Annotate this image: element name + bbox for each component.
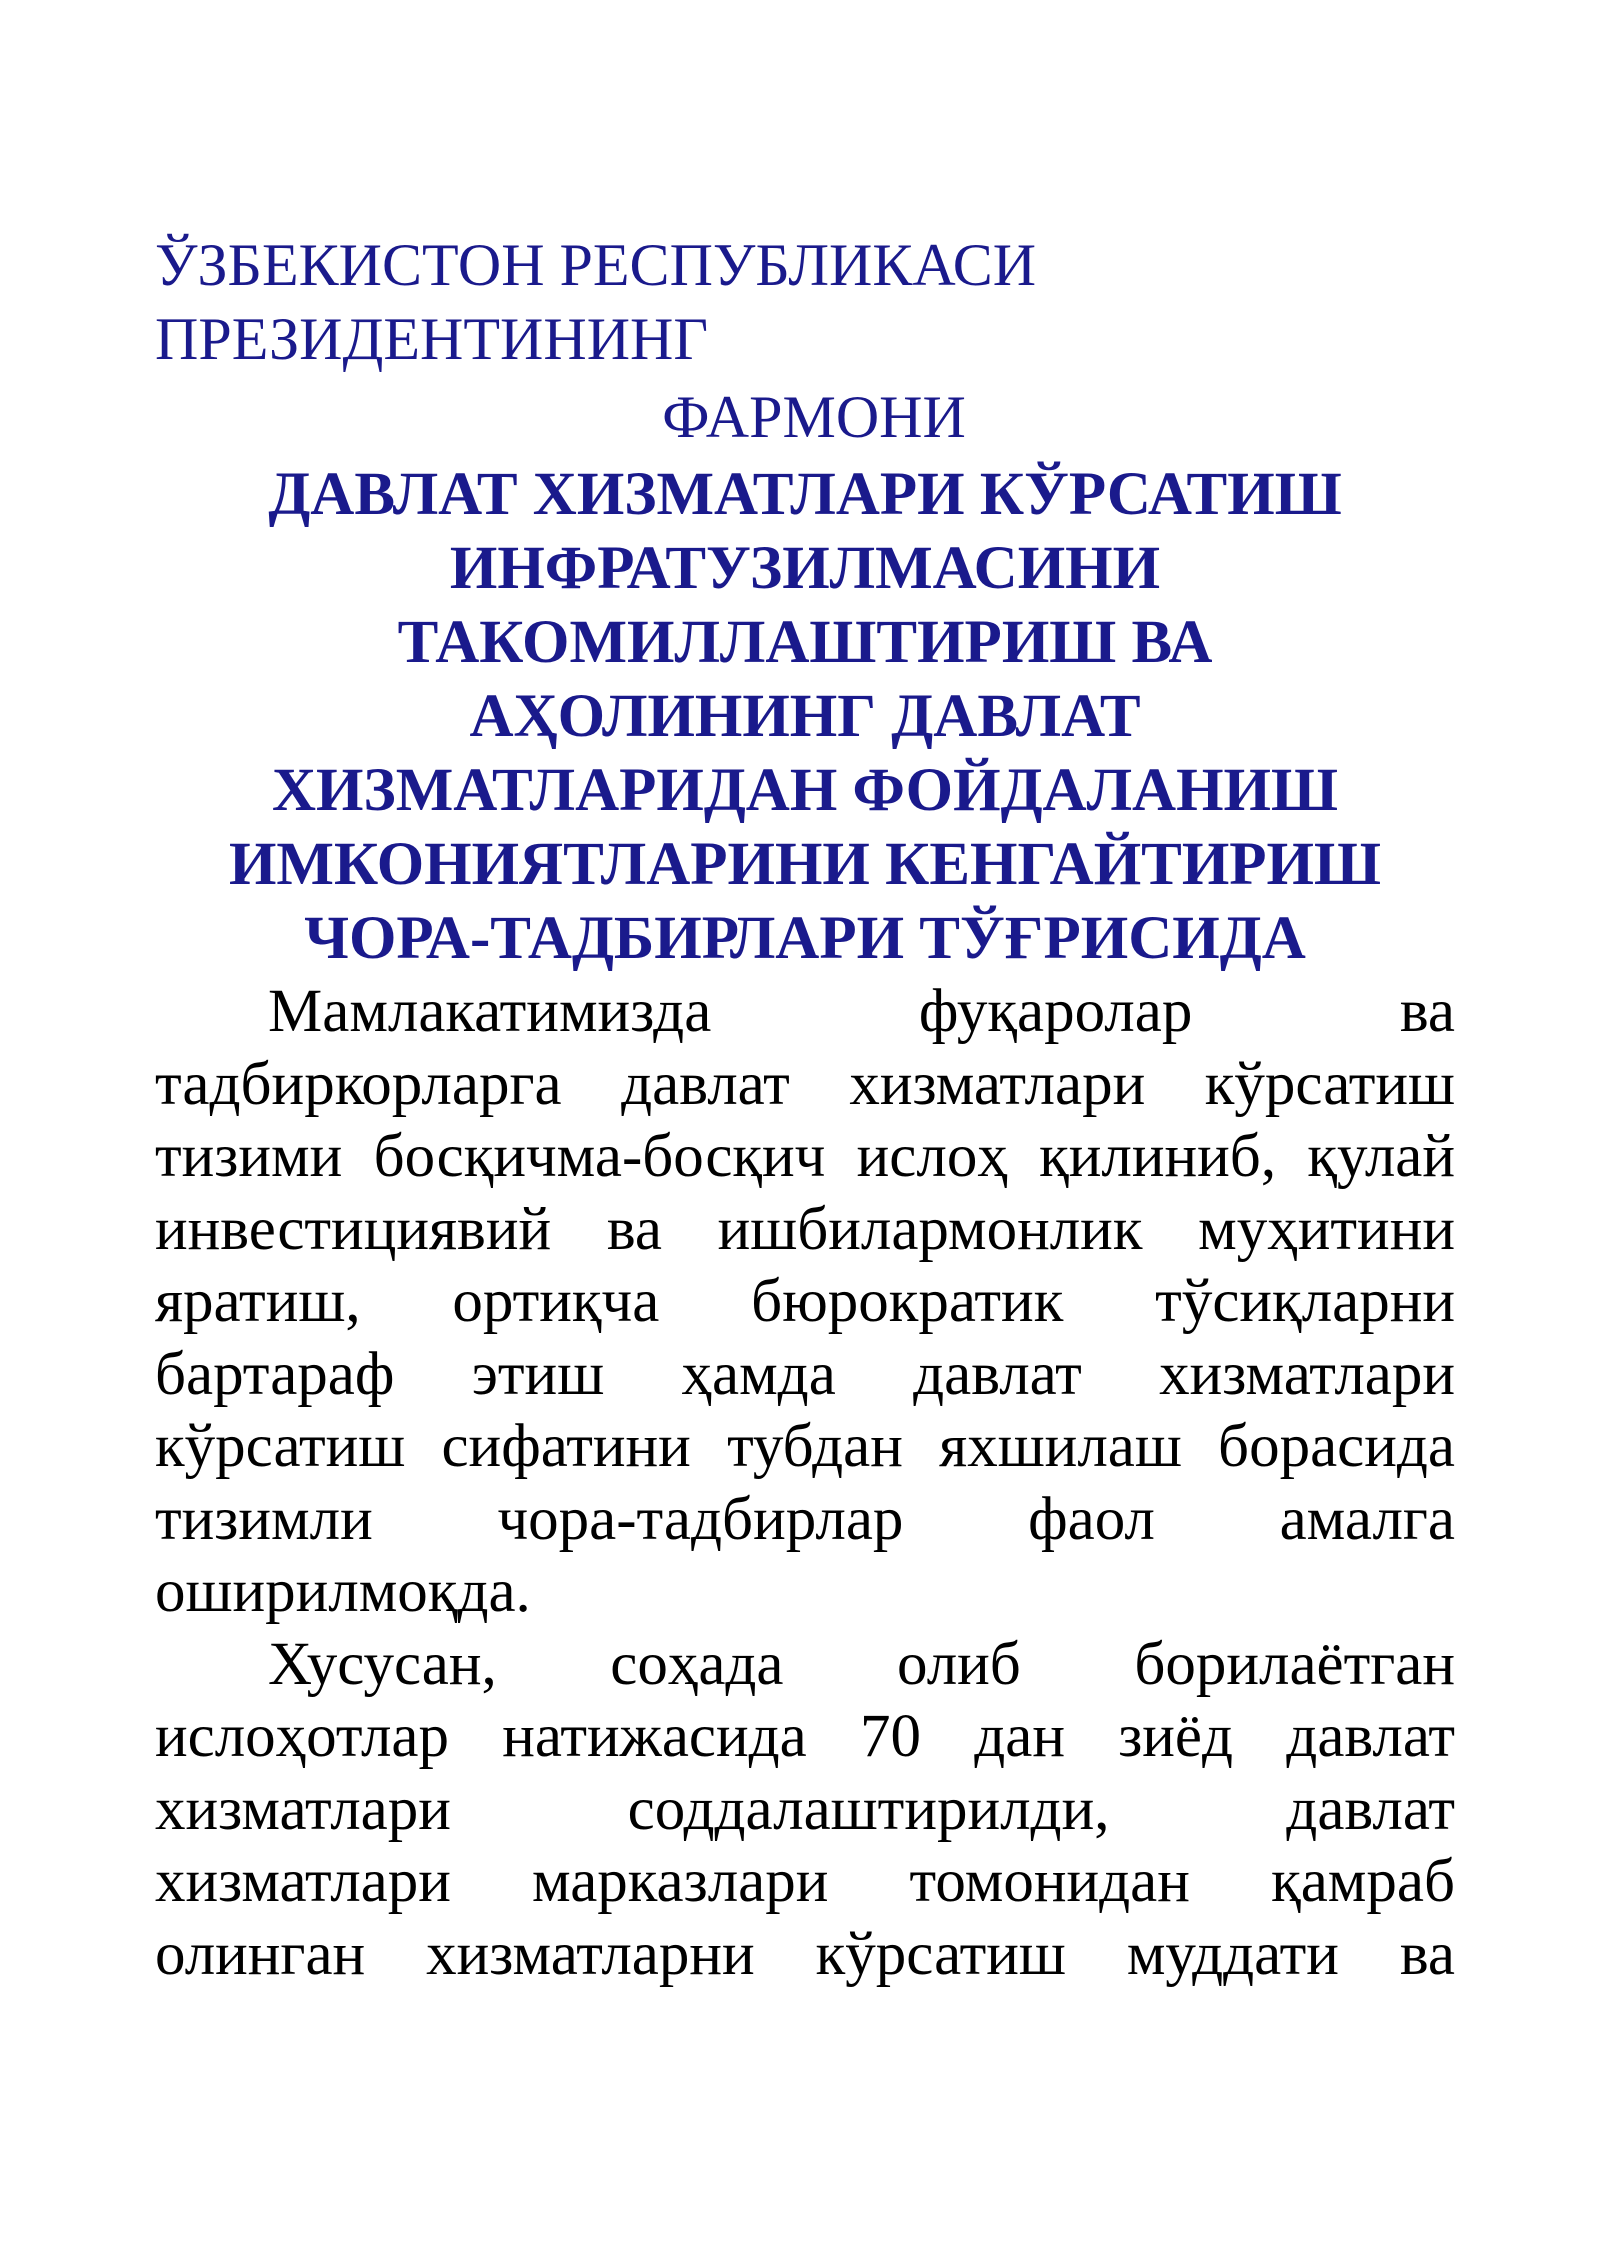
title-line: ИМКОНИЯТЛАРИНИ КЕНГАЙТИРИШ <box>228 831 1381 898</box>
body-paragraph-2 <box>155 1629 1455 1992</box>
paragraph-line: тадбиркорларга давлат хизматлари кўрсатиш <box>155 1050 1455 1118</box>
paragraph-line: олинган хизматларни кўрсатиш муддати ва <box>155 1920 1455 1988</box>
title-line: ТАКОМИЛЛАШТИРИШ ВА <box>397 609 1213 676</box>
title-line: ДАВЛАТ ХИЗМАТЛАРИ КЎРСАТИШ <box>268 461 1342 528</box>
paragraph-line: Мамлакатимизда фуқаролар ва <box>268 978 1455 1045</box>
paragraph-line: бартараф этиш ҳамда давлат хизматлари <box>155 1340 1455 1408</box>
paragraph-line: оширилмоқда. <box>155 1558 531 1625</box>
title-line: ХИЗМАТЛАРИДАН ФОЙДАЛАНИШ <box>272 757 1338 824</box>
header-decree-word: ФАРМОНИ <box>662 384 966 450</box>
document-page <box>155 228 1455 1991</box>
paragraph-line: тизимли чора-тадбирлар фаол амалга <box>155 1485 1455 1553</box>
header-line-1: ЎЗБЕКИСТОН РЕСПУБЛИКАСИ <box>155 232 1037 298</box>
title-line: ЧОРА-ТАДБИРЛАРИ ТЎҒРИСИДА <box>304 905 1306 972</box>
paragraph-line: хизматлари марказлари томонидан қамраб <box>155 1848 1455 1915</box>
paragraph-line: ислоҳотлар натижасида 70 дан зиёд давлат <box>155 1703 1455 1770</box>
paragraph-line: Хусусан, соҳада олиб борилаётган <box>268 1630 1455 1698</box>
title-line: ИНФРАТУЗИЛМАСИНИ <box>449 535 1161 602</box>
paragraph-line: кўрсатиш сифатини тубдан яхшилаш борасида <box>155 1413 1455 1480</box>
paragraph-line: инвестициявий ва ишбилармонлик муҳитини <box>155 1195 1455 1263</box>
document-title <box>155 458 1455 976</box>
paragraph-line: яратиш, ортиқча бюрократик тўсиқларни <box>155 1268 1455 1335</box>
body-paragraph-1 <box>155 976 1455 1629</box>
header-line-2: ПРЕЗИДЕНТИНИНГ <box>155 306 709 372</box>
paragraph-line: хизматлари соддалаштирилди, давлат <box>155 1775 1455 1843</box>
title-line: АҲОЛИНИНГ ДАВЛАТ <box>469 683 1141 750</box>
paragraph-line: тизими босқичма-босқич ислоҳ қилиниб, қулай <box>155 1123 1455 1190</box>
